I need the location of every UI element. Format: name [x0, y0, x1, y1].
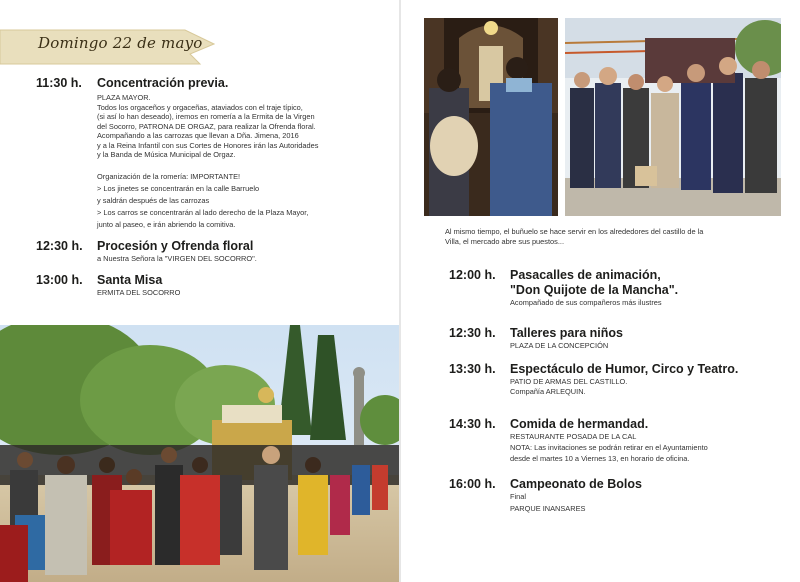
- event-title-line2: "Don Quijote de la Mancha".: [510, 283, 679, 297]
- note-line: y saldrán después de las carrozas: [97, 196, 210, 205]
- event-detail-line: y a la Reina Infantil con sus Cortes de Honores irán las Autoridades: [97, 140, 319, 150]
- event-detail-line: RESTAURANTE POSADA DE LA CAL: [510, 432, 637, 441]
- event-title: Santa Misa: [97, 273, 163, 287]
- group-photo: [565, 18, 781, 216]
- romeria-photo: [0, 325, 399, 582]
- event-time: 12:30 h.: [449, 326, 496, 340]
- event-detail-line: Todos los orgaceños y orgaceñas, ataviados con el traje típico,: [97, 102, 303, 112]
- event-detail-line: NOTA: Las invitaciones se podrán retirar en el Ayuntamiento: [510, 443, 708, 452]
- event-time: 13:30 h.: [449, 362, 496, 376]
- event-detail-line: (si así lo han deseado), iremos en romería a la Ermita de la Virgen: [97, 112, 315, 121]
- event-detail-line: y la Banda de Música Municipal de Orgaz.: [97, 150, 236, 159]
- day-heading: Domingo 22 de mayo: [38, 34, 203, 52]
- event-title: Procesión y Ofrenda floral: [97, 239, 254, 253]
- event-detail-line: desde el martes 10 a Viernes 13, en horario de oficina.: [510, 454, 690, 463]
- event-time: 16:00 h.: [449, 477, 496, 491]
- event-title: Pasacalles de animación,: [510, 268, 661, 282]
- event-title: Talleres para niños: [510, 326, 624, 340]
- event-detail-line: ERMITA DEL SOCORRO: [97, 288, 181, 297]
- event-title: Campeonato de Bolos: [510, 477, 642, 491]
- event-detail-line: Acompañando a las carrozas que llevan a Dña. Jimena, 2016: [97, 131, 299, 140]
- intro-line: Villa, el mercado abre sus puestos...: [445, 237, 564, 246]
- event-title: Concentración previa.: [97, 76, 229, 90]
- event-time: 12:30 h.: [36, 239, 83, 253]
- note-line: > Los carros se concentrarán al lado derecho de la Plaza Mayor,: [97, 208, 309, 217]
- event-title: Comida de hermandad.: [510, 417, 649, 431]
- note-line: > Los jinetes se concentrarán en la calle Barruelo: [97, 184, 260, 193]
- event-time: 13:00 h.: [36, 273, 83, 287]
- church-photo: [424, 18, 558, 216]
- event-time: 12:00 h.: [449, 268, 496, 282]
- event-time: 14:30 h.: [449, 417, 496, 431]
- event-detail-line: Compañía ARLEQUIN.: [510, 387, 586, 396]
- note-line: junto al paseo, e irán abriendo la comitiva.: [97, 220, 236, 229]
- event-detail-line: PATIO DE ARMAS DEL CASTILLO.: [510, 377, 628, 386]
- event-detail-line: Final: [510, 492, 527, 501]
- event-title: Espectáculo de Humor, Circo y Teatro.: [510, 362, 739, 376]
- right-page: [401, 0, 800, 582]
- event-detail-line: PARQUE INANSARES: [510, 504, 586, 513]
- event-detail-line: del Socorro, PATRONA DE ORGAZ, para realizar la Ofrenda floral.: [97, 121, 316, 131]
- intro-line: Al mismo tiempo, el buñuelo se hace servir en los alrededores del castillo de la: [445, 227, 704, 236]
- event-detail-line: PLAZA MAYOR.: [97, 93, 151, 102]
- event-time: 11:30 h.: [36, 76, 82, 90]
- event-detail-line: PLAZA DE LA CONCEPCIÓN: [510, 341, 609, 350]
- note-line: Organización de la romería: IMPORTANTE!: [97, 172, 241, 181]
- event-detail-line: Acompañado de sus compañeros más ilustres: [510, 298, 662, 307]
- event-detail-line: a Nuestra Señora la "VIRGEN DEL SOCORRO".: [97, 254, 257, 263]
